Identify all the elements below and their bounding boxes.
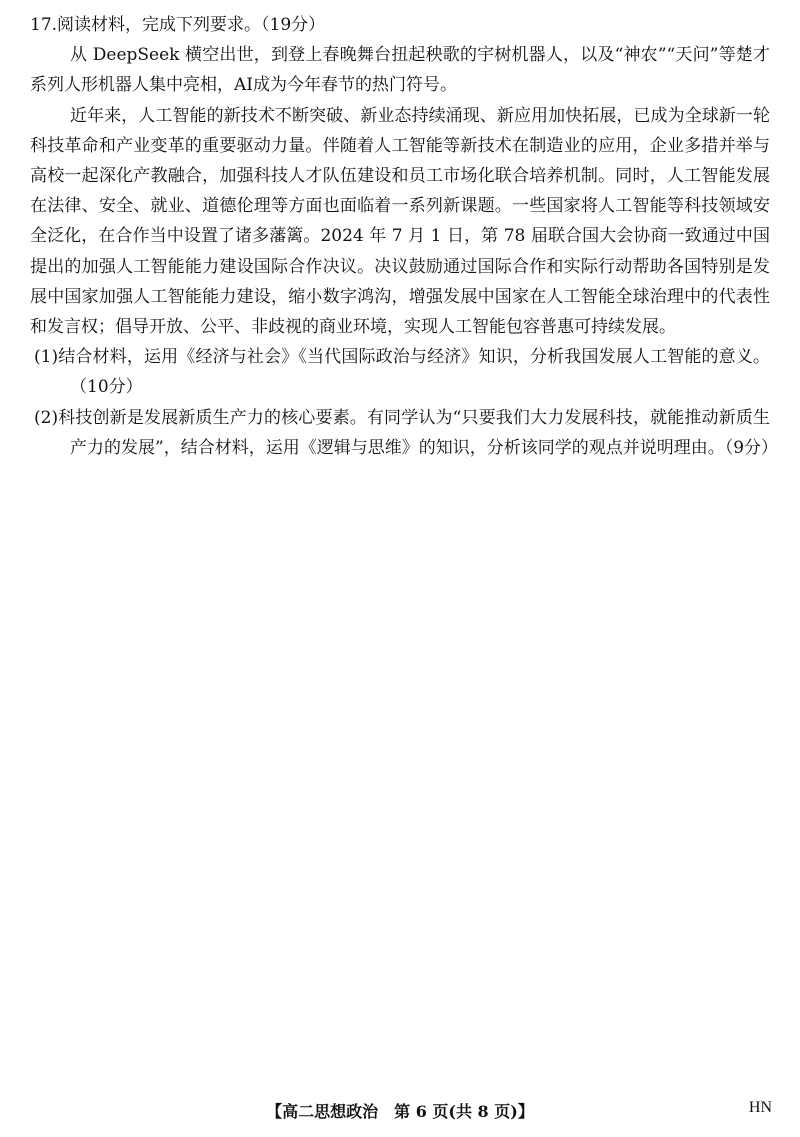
page-footer — [0, 1099, 800, 1123]
question-title: 17.阅读材料，完成下列要求。（19分） — [30, 15, 326, 35]
sub-question-1: (1)结合材料，运用《经济与社会》《当代国际政治与经济》知识，分析我国发展人工智能的意义。（10分） — [34, 347, 770, 398]
material-paragraph-1: 从 DeepSeek 横空出世，到登上春晚舞台扭起秧歌的宇树机器人，以及“神农”“天问”等楚才系列人形机器人集中亮相，AI成为今年春节的热门符号。 — [30, 45, 770, 96]
sub-question-2: (2)科技创新是发展新质生产力的核心要素。有同学认为“只要我们大力发展科技，就能推动新质生产力的发展”，结合材料，运用《逻辑与思维》的知识，分析该同学的观点并说明理由。（9分） — [34, 407, 779, 458]
question-17 — [30, 10, 779, 463]
footer-region-code: HN — [748, 1099, 772, 1116]
footer-page-info: 【高二思想政治 第 6 页(共 8 页)】 — [266, 1102, 534, 1121]
material-paragraph-2: 近年来，人工智能的新技术不断突破、新业态持续涌现、新应用加快拓展，已成为全球新一轮科技革命和产业变革的重要驱动力量。伴随着人工智能等新技术在制造业的应用，企业多措并举与高校一起深化产教融合，加强科技人才队伍建设和员工市场化联合培养机制。同时，人工智能发展在法律、安全、就业、道德伦理等方面也面临着一系列新课题。一些国家将人工智能等科技领域安全泛化，在合作当中设置了诸多藩篱。2024 年 7 月 1 日，第 78 届联合国大会协商一致通过中国提出的加强人工智能能力建设国际合作决议。决议鼓励通过国际合作和实际行动帮助各国特别是发展中国家加强人工智能能力建设，缩小数字鸿沟，增强发展中国家在人工智能全球治理中的代表性和发言权；倡导开放、公平、非歧视的商业环境，实现人工智能包容普惠可持续发展。 — [30, 105, 770, 338]
